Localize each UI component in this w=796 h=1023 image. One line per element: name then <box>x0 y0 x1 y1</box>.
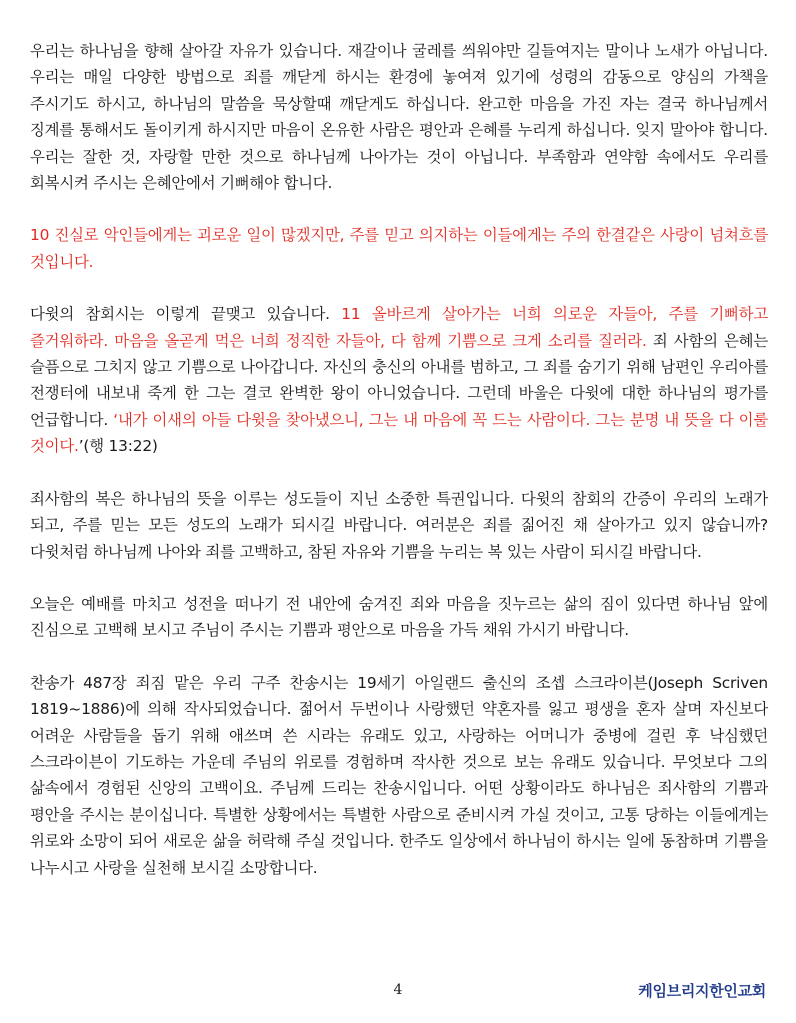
scripture-quote: ‘내가 이새의 아들 다윗을 찾아냈으니, 그는 내 마음에 꼭 드는 사람이다. 그는 분명 내 뜻을 다 이룰 것이다. <box>30 410 768 456</box>
paragraph-verse-10 <box>30 222 768 275</box>
church-name: 케임브리지한인교회 <box>638 982 766 1000</box>
paragraph-text: 오늘은 예배를 마치고 성전을 떠나기 전 내안에 숨겨진 죄와 마음을 짓누르는 삶의 짐이 있다면 하나님 앞에 진심으로 고백해 보시고 주님이 주시는 기쁨과 평안으로 마음을 가득 채워 가시기 바랍니다. <box>30 594 768 640</box>
document-body <box>30 38 768 907</box>
paragraph-text: 죄사함의 복은 하나님의 뜻을 이루는 성도들이 지닌 소중한 특권입니다. 다윗의 참회의 간증이 우리의 노래가 되고, 주를 믿는 모든 성도의 노래가 되시길 바랍니다. 여러분은 죄를 짊어진 채 살아가고 있지 않습니까? 다윗처럼 하나님께 나아와 죄를 고백하고, 참된 자유와 기쁨을 누리는 복 있는 사람이 되시길 바랍니다. <box>30 489 768 561</box>
paragraph-david-repentance <box>30 301 768 459</box>
paragraph-text: 죄 사함의 은혜는 슬픔으로 그치지 않고 기쁨으로 나아갑니다. 자신의 충신의 아내를 범하고, 그 죄를 숨기기 위해 남편인 우리아를 전쟁터에 내보내 죽게 한 그는 결코 완벽한 왕이 아니었습니다. 그런데 바울은 다윗에 대한 하나님의 평가를 언급합니다. <box>30 331 768 429</box>
paragraph-text: 우리는 하나님을 향해 살아갈 자유가 있습니다. 재갈이나 굴레를 씌워야만 길들여지는 말이나 노새가 아닙니다. 우리는 매일 다양한 방법으로 죄를 깨닫게 하시는 환경에 놓여져 있기에 성령의 감동으로 양심의 가책을 주시기도 하시고, 하나님의 말씀을 묵상할때 깨닫게도 하십니다. 완고한 마음을 가진 자는 결국 하나님께서 징계를 통해서도 돌이키게 하시지만 마음이 온유한 사람은 평안과 은혜를 누리게 하십니다. 잊지 말아야 합니다. 우리는 잘한 것, 자랑할 만한 것으로 하나님께 나아가는 것이 아닙니다. 부족함과 연약함 속에서도 우리를 회복시켜 주시는 은혜안에서 기뻐해야 합니다. <box>30 42 768 193</box>
page-number: 4 <box>393 982 403 998</box>
paragraph-hymn-487 <box>30 670 768 881</box>
paragraph-text: 다윗의 참회시는 이렇게 끝맺고 있습니다. <box>30 305 342 324</box>
scripture-quote: 11 올바르게 살아가는 너희 의로운 자들아, 주를 기뻐하고 즐거워하라. 마음을 올곧게 먹은 너희 정직한 자들아, 다 함께 기쁨으로 크게 소리를 질러라. <box>30 305 769 350</box>
scripture-reference: ’(행 13:22) <box>78 437 158 456</box>
paragraph-confession <box>30 591 768 644</box>
paragraph-text: 찬송가 487장 죄짐 맡은 우리 구주 찬송시는 19세기 아일랜드 출신의 조셉 스크라이븐(Joseph Scriven 1819~1886)에 의해 작사되었습니다. 젊어서 두번이나 사랑했던 약혼자를 잃고 평생을 혼자 살며 자신보다 어려운 사람들을 돕기 위해 애쓰며 쓴 시라는 유래도 있고, 사랑하는 어머니가 중병에 걸린 후 낙심했던 스크라이븐이 기도하는 가운데 주님의 위로를 경험하며 작사한 것으로 보는 유래도 있습니다. 무엇보다 그의 삶속에서 경험된 신앙의 고백이요. 주님께 드리는 찬송시입니다. 어떤 상황이라도 하나님은 죄사함의 기쁨과 평안을 주시는 분이십니다. 특별한 상황에서는 특별한 사람으로 준비시켜 가실 것이고, 고통 당하는 이들에게는 위로와 소망이 되어 새로운 삶을 허락해 주실 것입니다. 한주도 일상에서 하나님이 하시는 일에 동참하며 기쁨을 나누시고 사랑을 실천해 보시길 소망합니다. <box>30 673 768 877</box>
paragraph-freedom <box>30 38 768 196</box>
scripture-quote: 10 진실로 악인들에게는 괴로운 일이 많겠지만, 주를 믿고 의지하는 이들에게는 주의 한결같은 사랑이 넘쳐흐를 것입니다. <box>30 226 768 271</box>
paragraph-forgiveness-blessing <box>30 486 768 565</box>
